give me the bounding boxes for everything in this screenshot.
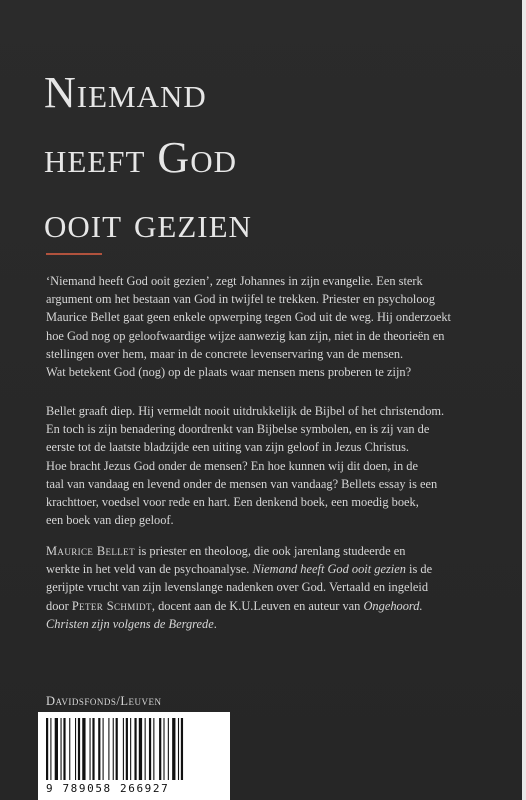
text-line: gerijpte vrucht van zijn levenslange nadenken over God. Vertaald en ingeleid [46, 580, 429, 595]
barcode-bar [82, 718, 85, 780]
text-fragment: werkte in het veld van de psychoanalyse. [46, 562, 250, 577]
barcode-bar [116, 718, 118, 780]
publisher-imprint: Davidsfonds/Leuven [46, 694, 162, 708]
barcode-bar [63, 718, 65, 780]
barcode-bar [126, 718, 128, 780]
text-line: Bellet graaft diep. Hij vermeldt nooit uitdrukkelijk de Bijbel of het christendom. [46, 404, 445, 418]
text-fragment: . [213, 616, 217, 631]
title-line-2: heeft God [44, 133, 237, 182]
title-line-1: Niemand [44, 68, 207, 117]
blurb-paragraph-1 [46, 272, 486, 381]
barcode-bar [123, 718, 124, 780]
isbn-number: 9 789058 266927 [46, 782, 170, 795]
text-line [46, 597, 486, 615]
text-line: stellingen over hem, maar in de concrete levenservaring van de mensen. [46, 346, 404, 361]
text-line: Wat betekent God (nog) op de plaats waar mensen mens proberen te zijn? [46, 365, 412, 380]
text-line: argument om het bestaan van God in twijfel te trekken. Priester en psycholoog [46, 292, 435, 307]
barcode-bar [50, 718, 51, 780]
text-fragment: is de [405, 562, 433, 577]
barcode-bar [46, 718, 48, 780]
barcode-bar [163, 718, 164, 780]
book-title [44, 60, 484, 255]
barcode-bar [149, 718, 151, 780]
barcode-bar [108, 718, 109, 780]
blurb-paragraph-2 [46, 402, 486, 529]
text-fragment: is priester en theoloog, die ook jarenlang studeerde en [134, 544, 406, 558]
text-line: taal van vandaag en levend onder de mensen van vandaag? Bellets essay is een [46, 476, 438, 491]
text-line: een boek van diep geloof. [46, 513, 174, 528]
barcode-bar [98, 718, 100, 780]
accent-divider [46, 253, 102, 255]
barcode-bar [168, 718, 169, 780]
isbn-barcode [38, 712, 230, 800]
barcode-bars [46, 718, 222, 780]
text-line [46, 542, 486, 560]
author-bio-paragraph [46, 542, 486, 633]
translator-book-title: Ongehoord. [363, 598, 423, 613]
text-line [46, 560, 486, 578]
barcode-bar [69, 718, 70, 780]
translator-book-subtitle: Christen zijn volgens de Bergrede [46, 616, 214, 631]
barcode-bar [134, 718, 136, 780]
text-fragment: , docent aan de K.U.Leuven en auteur van [151, 598, 364, 613]
barcode-bar [113, 718, 114, 780]
barcode-bar [55, 718, 58, 780]
barcode-bar [172, 718, 175, 780]
book-title-reference: Niemand heeft God ooit gezien [252, 562, 406, 577]
barcode-bar [159, 718, 161, 780]
barcode-bar [178, 718, 179, 780]
barcode-bar [103, 718, 104, 780]
title-line-3: ooit gezien [44, 198, 252, 247]
text-line: krachttoer, voedsel voor rede en hart. Een denkend boek, een moedig boek, [46, 495, 419, 510]
barcode-bar [153, 718, 154, 780]
text-fragment: door [46, 598, 72, 613]
barcode-bar [145, 718, 146, 780]
barcode-bar [139, 718, 142, 780]
text-line: eerste tot de laatste bladzijde een uiting van zijn geloof in Jezus Christus. [46, 440, 410, 455]
text-line [46, 615, 486, 633]
barcode-bar [130, 718, 131, 780]
text-line: ‘Niemand heeft God ooit gezien’, zegt Johannes in zijn evangelie. Een sterk [46, 274, 423, 288]
barcode-bar [92, 718, 94, 780]
barcode-bar [181, 718, 183, 780]
text-line: Maurice Bellet gaat geen enkele opwerping tegen God uit de weg. Hij onderzoekt [46, 310, 451, 325]
barcode-bar [75, 718, 76, 780]
translator-name: Peter Schmidt [71, 598, 152, 613]
author-name: Maurice Bellet [46, 544, 135, 558]
text-line: En toch is zijn benadering doordrenkt van Bijbelse symbolen, en is zij van de [46, 422, 430, 437]
barcode-bar [90, 718, 91, 780]
text-line: Hoe bracht Jezus God onder de mensen? En hoe kunnen wij dit doen, in de [46, 458, 418, 473]
barcode-bar [78, 718, 80, 780]
text-line: hoe God nog op geloofwaardige wijze aanwezig kan zijn, niet in de theorieën en [46, 328, 445, 343]
barcode-bar [61, 718, 62, 780]
